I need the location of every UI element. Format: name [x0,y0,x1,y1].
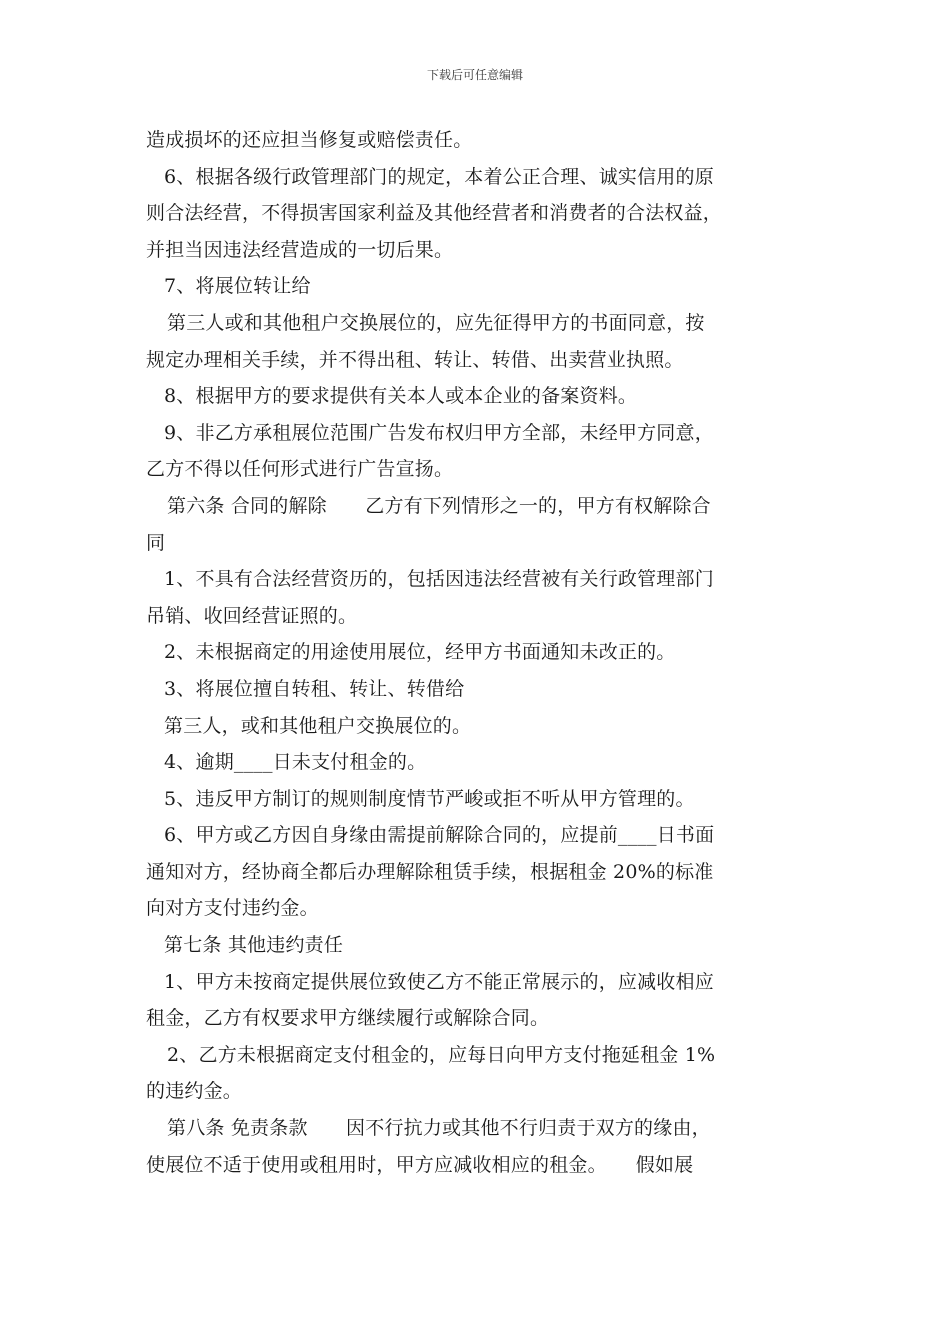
text-line: 规定办理相关手续，并不得出租、转让、转借、出卖营业执照。 [146,348,684,371]
text-line: 9、非乙方承租展位范围广告发布权归甲方全部，未经甲方同意， [164,421,714,444]
text-line: 则合法经营，不得损害国家利益及其他经营者和消费者的合法权益， [146,202,723,225]
text-line: 造成损坏的还应担当修复或赔偿责任。 [146,129,473,151]
text-line: 租金，乙方有权要求甲方继续履行或解除合同。 [146,1007,550,1030]
text-line: 1、不具有合法经营资历的，包括因违法经营被有关行政管理部门 [164,568,714,591]
text-line: 4、逾期____日未支付租金的。 [164,751,427,774]
text-line: 第六条 合同的解除 乙方有下列情形之一的，甲方有权解除合 [167,494,711,517]
page-header: 下载后可任意编辑 [426,68,523,82]
text-line: 第八条 免责条款 因不行抗力或其他不行归责于双方的缘由， [167,1117,711,1140]
text-line: 第三人，或和其他租户交换展位的。 [164,714,472,737]
text-line: 6、甲方或乙方因自身缘由需提前解除合同的，应提前____日书面 [164,824,715,847]
text-line: 并担当因违法经营造成的一切后果。 [146,238,454,261]
text-line: 2、未根据商定的用途使用展位，经甲方书面通知未改正的。 [164,641,676,664]
text-line: 的违约金。 [146,1080,243,1103]
text-line: 向对方支付违约金。 [146,897,319,920]
text-line: 8、根据甲方的要求提供有关本人或本企业的备案资料。 [164,385,638,408]
text-line: 乙方不得以任何形式进行广告宣扬。 [146,458,454,481]
text-line: 6、根据各级行政管理部门的规定，本着公正合理、诚实信用的原 [164,165,714,188]
text-line: 7、将展位转让给 [164,275,311,298]
document-body [146,122,826,1183]
text-line: 1、甲方未按商定提供展位致使乙方不能正常展示的，应减收相应 [164,970,714,993]
text-line: 第三人或和其他租户交换展位的，应先征得甲方的书面同意，按 [167,311,705,334]
text-line: 3、将展位擅自转租、转让、转借给 [164,677,465,700]
text-line: 2、乙方未根据商定支付租金的，应每日向甲方支付拖延租金 1% [167,1043,716,1066]
text-line: 通知对方，经协商全都后办理解除租赁手续，根据租金 20%的标准 [146,860,714,883]
text-line: 使展位不适于使用或租用时，甲方应减收相应的租金。 假如展 [146,1153,694,1176]
text-line: 第七条 其他违约责任 [164,934,344,957]
text-line: 5、违反甲方制订的规则制度情节严峻或拒不听从甲方管理的。 [164,787,695,810]
text-line: 吊销、收回经营证照的。 [146,604,358,627]
text-line: 同 [146,531,166,554]
